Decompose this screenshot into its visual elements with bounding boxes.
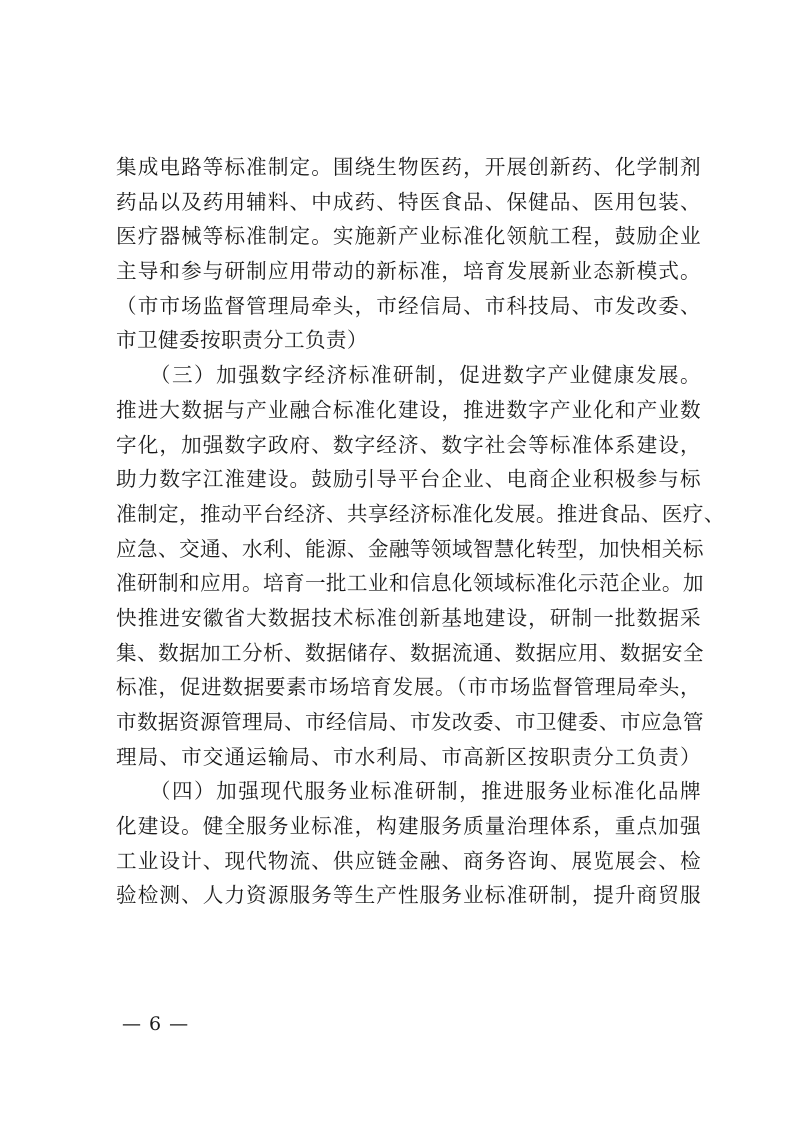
text-line: 快推进安徽省大数据技术标准创新基地建设，研制一批数据采 — [116, 605, 701, 630]
text-line: 准制定，推动平台经济、共享经济标准化发展。推进食品、医疗、 — [116, 501, 725, 526]
text-line: 工业设计、现代物流、供应链金融、商务咨询、展览展会、检 — [116, 848, 701, 873]
text-line: 验检测、人力资源服务等生产性服务业标准研制，提升商贸服 — [116, 883, 701, 908]
text-line: 字化，加强数字政府、数字经济、数字社会等标准体系建设， — [116, 432, 701, 457]
text-line: 化建设。健全服务业标准，构建服务质量治理体系，重点加强 — [116, 814, 701, 839]
text-line: 标准，促进数据要素市场培育发展。（市市场监督管理局牵头， — [116, 675, 701, 700]
text-line: 集成电路等标准制定。围绕生物医药，开展创新药、化学制剂 — [116, 155, 701, 179]
text-line: 医疗器械等标准制定。实施新产业标准化领航工程，鼓励企业 — [116, 224, 701, 249]
text-line: 集、数据加工分析、数据储存、数据流通、数据应用、数据安全 — [116, 640, 704, 665]
page-number: — 6 — — [122, 1013, 190, 1035]
text-line: （市市场监督管理局牵头，市经信局、市科技局、市发改委、 — [116, 293, 701, 318]
text-line: （三）加强数字经济标准研制，促进数字产业健康发展。 — [116, 363, 701, 388]
body-text — [116, 150, 725, 913]
text-line: 助力数字江淮建设。鼓励引导平台企业、电商企业积极参与标 — [116, 467, 701, 492]
text-line: 市数据资源管理局、市经信局、市发改委、市卫健委、市应急管 — [116, 710, 704, 734]
text-line: 市卫健委按职责分工负责） — [116, 328, 368, 353]
text-line: 理局、市交通运输局、市水利局、市高新区按职责分工负责） — [116, 744, 701, 769]
text-line: 推进大数据与产业融合标准化建设，推进数字产业化和产业数 — [116, 397, 701, 422]
text-line: 准研制和应用。培育一批工业和信息化领域标准化示范企业。加 — [116, 571, 704, 596]
text-line: 应急、交通、水利、能源、金融等领域智慧化转型，加快相关标 — [116, 536, 704, 561]
text-line: （四）加强现代服务业标准研制，推进服务业标准化品牌 — [116, 779, 701, 804]
text-line: 主导和参与研制应用带动的新标准，培育发展新业态新模式。 — [116, 259, 701, 284]
text-line: 药品以及药用辅料、中成药、特医食品、保健品、医用包装、 — [116, 189, 701, 214]
